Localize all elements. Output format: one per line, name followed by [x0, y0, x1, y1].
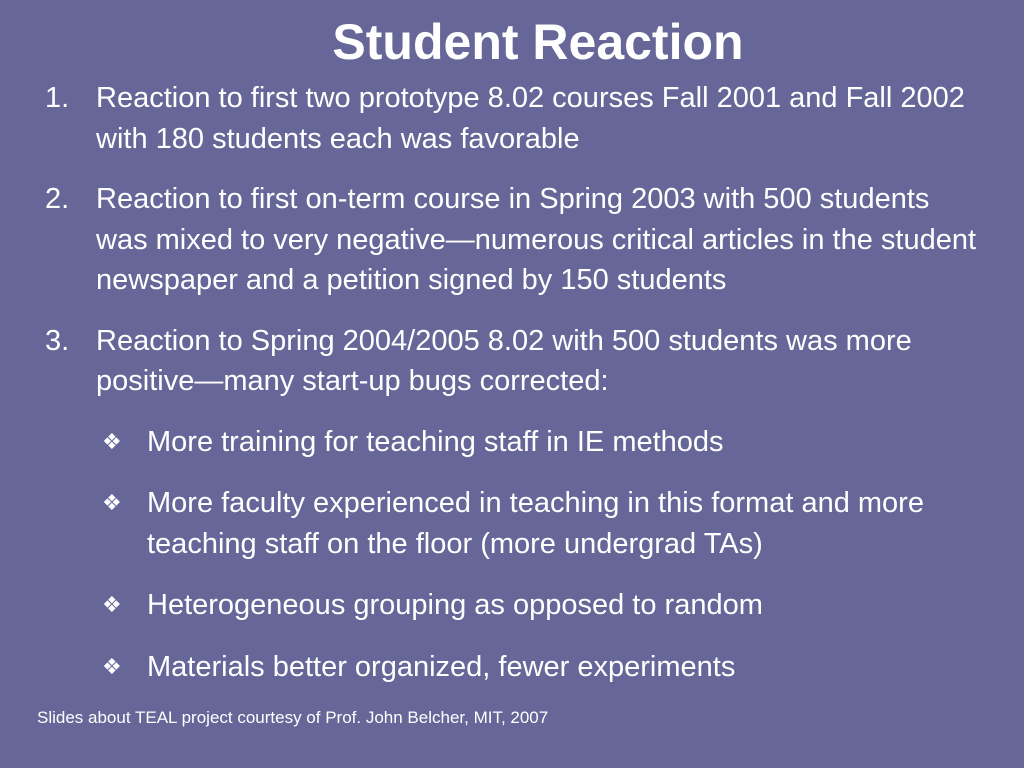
sublist-item-text: Materials better organized, fewer experiments [147, 650, 736, 683]
bullet-sublist [96, 422, 984, 688]
list-item-3 [0, 321, 1024, 688]
diamond-bullet-icon: ❖ [102, 592, 122, 617]
sublist-item [96, 647, 984, 688]
diamond-bullet-icon: ❖ [102, 490, 122, 515]
diamond-bullet-icon: ❖ [102, 653, 122, 679]
list-item-text: Reaction to first two prototype 8.02 courses Fall 2001 and Fall 2002 with 180 students each was favorable [96, 82, 965, 155]
slide-title: Student Reaction [332, 14, 744, 70]
sublist-item [96, 585, 984, 626]
list-item-text: Reaction to first on-term course in Spring 2003 with 500 students was mixed to very negative—numerous critical articles in the student newspaper and a petition signed by 150 students [96, 183, 977, 296]
sublist-item [96, 422, 984, 463]
slide-footer: Slides about TEAL project courtesy of Prof. John Belcher, MIT, 2007 [37, 708, 549, 727]
list-item-text: Reaction to Spring 2004/2005 8.02 with 500 students was more positive—many start-up bugs corrected: [96, 324, 912, 397]
list-number: 3. [45, 324, 70, 357]
list-item-2 [0, 179, 1024, 301]
list-item-1 [0, 78, 1024, 159]
diamond-bullet-icon: ❖ [102, 428, 122, 454]
sublist-item [96, 483, 984, 564]
list-number: 1. [45, 82, 70, 114]
list-number: 2. [45, 183, 70, 215]
sublist-item-text: More training for teaching staff in IE methods [147, 425, 724, 458]
numbered-list [0, 78, 1024, 708]
sublist-item-text: Heterogeneous grouping as opposed to random [147, 589, 763, 621]
sublist-item-text: More faculty experienced in teaching in this format and more teaching staff on the floor (more undergrad TAs) [147, 487, 924, 560]
